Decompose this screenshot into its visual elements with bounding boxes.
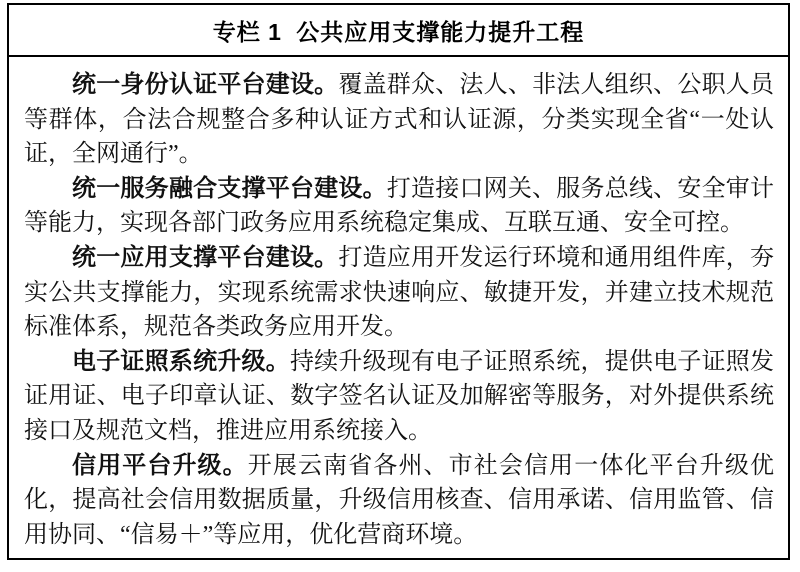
column-title: 公共应用支撑能力提升工程 <box>296 18 585 45</box>
paragraph <box>24 241 774 345</box>
paragraph-lead: 统一身份认证平台建设。 <box>72 72 339 98</box>
paragraph <box>24 345 774 449</box>
column-title-bar <box>9 5 788 57</box>
paragraph-body: 开展云南省各州、市社会信用一体化平台升级优化，提高社会信用数据质量，升级信用核查、信用承诺、信用监管、信用协同、“信易＋”等应用，优化营商环境。 <box>24 452 775 548</box>
paragraph-lead: 统一应用支撑平台建设。 <box>72 244 339 271</box>
paragraph-lead: 统一服务融合支撑平台建设。 <box>72 175 387 202</box>
column-label: 专栏 1 <box>212 18 282 45</box>
paragraph <box>24 449 774 553</box>
paragraph-body: 打造接口网关、服务总线、安全审计等能力，实现各部门政务应用系统稳定集成、互联互通、安全可控。 <box>24 175 775 237</box>
paragraph <box>24 68 774 172</box>
paragraph-lead: 电子证照系统升级。 <box>72 348 290 375</box>
paragraph-body: 覆盖群众、法人、非法人组织、公职人员等群体，合法合规整合多种认证方式和认证源，分类实现全省“一处认证，全网通行”。 <box>24 72 775 168</box>
paragraph-body: 持续升级现有电子证照系统，提供电子证照发证用证、电子印章认证、数字签名认证及加解密等服务，对外提供系统接口及规范文档，推进应用系统接入。 <box>24 348 775 444</box>
paragraph-body: 打造应用开发运行环境和通用组件库，夯实公共支撑能力，实现系统需求快速响应、敏捷开发，并建立技术规范标准体系，规范各类政务应用开发。 <box>24 244 775 341</box>
column-box <box>7 3 790 560</box>
paragraph-lead: 信用平台升级。 <box>72 452 248 479</box>
box-body <box>9 57 788 552</box>
paragraph <box>24 172 774 241</box>
